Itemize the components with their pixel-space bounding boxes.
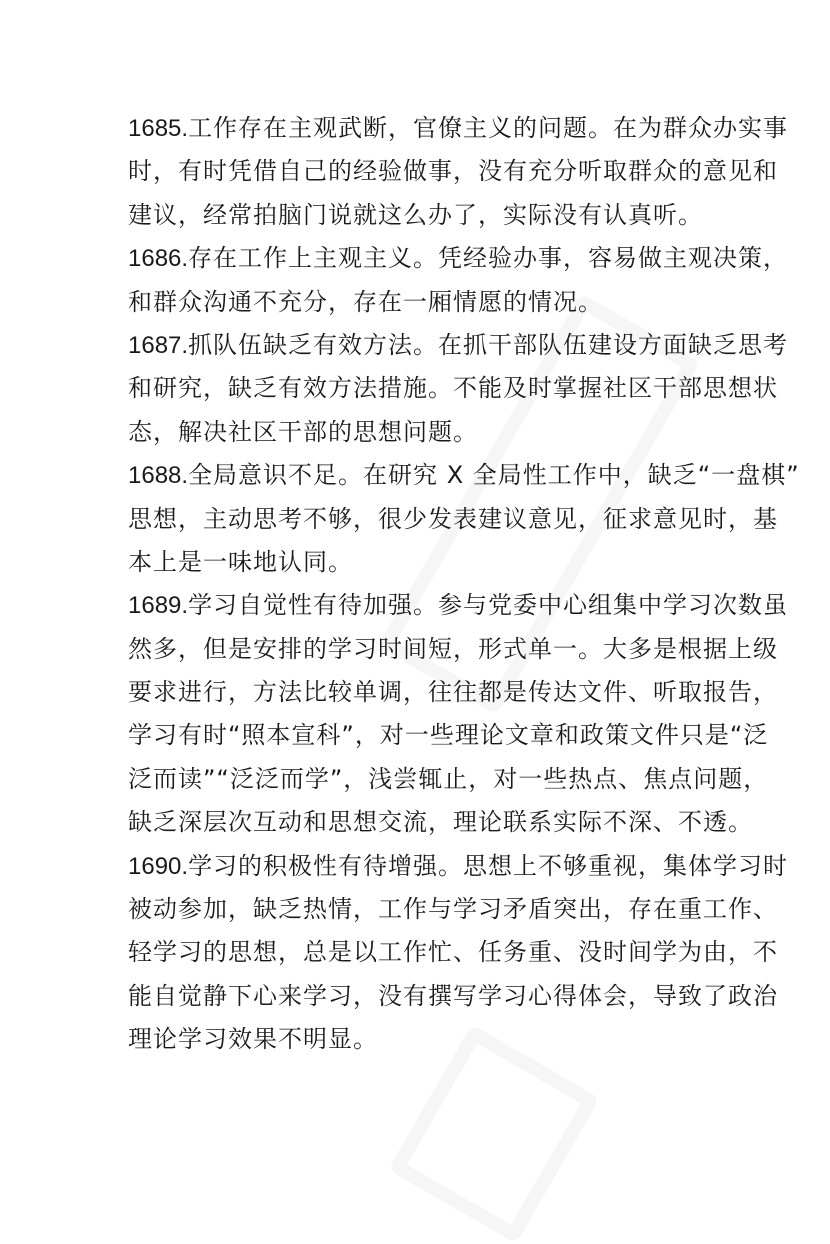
paragraph bbox=[128, 237, 789, 324]
text-line bbox=[128, 498, 778, 541]
text-line bbox=[128, 1018, 720, 1061]
text-line bbox=[128, 845, 789, 888]
line-text: 本上是一味地认同。 bbox=[128, 547, 353, 576]
line-text: 工作存在主观武断，官僚主义的问题。在为群众办实事 bbox=[188, 114, 789, 142]
line-text: 轻学习的思想，总是以工作忙、任务重、没时间学为由，不 bbox=[128, 938, 778, 967]
text-line bbox=[128, 758, 769, 801]
text-line bbox=[128, 324, 789, 367]
item-number: 1689. bbox=[128, 592, 189, 620]
line-text: 要求进行，方法比较单调，往往都是传达文件、听取报告， bbox=[128, 678, 778, 707]
item-number: 1690. bbox=[128, 852, 189, 880]
text-line bbox=[128, 801, 753, 844]
text-line bbox=[128, 888, 778, 931]
item-number: 1685. bbox=[128, 115, 189, 142]
line-text: 泛而读”“泛泛而学”，浅尝辄止，对一些热点、焦点问题， bbox=[128, 764, 769, 793]
line-text: 思想，主动思考不够，很少发表建议意见，征求意见时，基 bbox=[128, 504, 778, 533]
line-text: 态，解决社区干部的思想问题。 bbox=[128, 417, 478, 446]
text-line bbox=[128, 671, 778, 714]
line-text: 存在工作上主观主义。凭经验办事，容易做主观决策， bbox=[188, 244, 789, 273]
text-line bbox=[128, 150, 778, 193]
line-text: 理论学习效果不明显。 bbox=[128, 1025, 378, 1054]
paragraph bbox=[128, 454, 800, 584]
text-line bbox=[128, 237, 789, 280]
paragraph bbox=[128, 107, 789, 237]
text-line bbox=[128, 194, 720, 237]
item-number: 1688. bbox=[128, 462, 189, 490]
line-text: 和研究，缺乏有效方法措施。不能及时掌握社区干部思想状 bbox=[128, 374, 778, 403]
paragraph bbox=[128, 324, 789, 454]
text-line bbox=[128, 107, 789, 150]
text-line bbox=[128, 714, 769, 757]
text-line bbox=[128, 454, 800, 497]
text-line bbox=[128, 541, 720, 584]
line-text: 被动参加，缺乏热情，工作与学习矛盾突出，存在重工作、 bbox=[128, 895, 778, 924]
item-number: 1686. bbox=[128, 245, 189, 273]
line-text: 和群众沟通不充分，存在一厢情愿的情况。 bbox=[128, 287, 603, 316]
line-text: 时，有时凭借自己的经验做事，没有充分听取群众的意见和 bbox=[128, 157, 778, 186]
paragraph bbox=[128, 584, 789, 844]
paragraph bbox=[128, 845, 789, 1062]
text-line bbox=[128, 975, 778, 1018]
text-line bbox=[128, 584, 789, 627]
line-text: 能自觉静下心来学习，没有撰写学习心得体会，导致了政治 bbox=[128, 981, 778, 1010]
text-line bbox=[128, 931, 778, 974]
line-text: 全局意识不足。在研究 X 全局性工作中，缺乏“一盘棋” bbox=[188, 461, 800, 490]
line-text: 学习自觉性有待加强。参与党委中心组集中学习次数虽 bbox=[188, 591, 789, 620]
line-text: 建议，经常拍脑门说就这么办了，实际没有认真听。 bbox=[128, 200, 703, 229]
line-text: 学习的积极性有待增强。思想上不够重视，集体学习时 bbox=[188, 851, 789, 880]
document-body bbox=[128, 107, 800, 1062]
text-line bbox=[128, 628, 778, 671]
text-line bbox=[128, 411, 720, 454]
line-text: 然多，但是安排的学习时间短，形式单一。大多是根据上级 bbox=[128, 634, 778, 663]
line-text: 缺乏深层次互动和思想交流，理论联系实际不深、不透。 bbox=[128, 808, 753, 837]
text-line bbox=[128, 281, 720, 324]
line-text: 抓队伍缺乏有效方法。在抓干部队伍建设方面缺乏思考 bbox=[188, 330, 789, 359]
line-text: 学习有时“照本宣科”，对一些理论文章和政策文件只是“泛 bbox=[128, 721, 769, 750]
text-line bbox=[128, 367, 778, 410]
item-number: 1687. bbox=[128, 331, 189, 359]
